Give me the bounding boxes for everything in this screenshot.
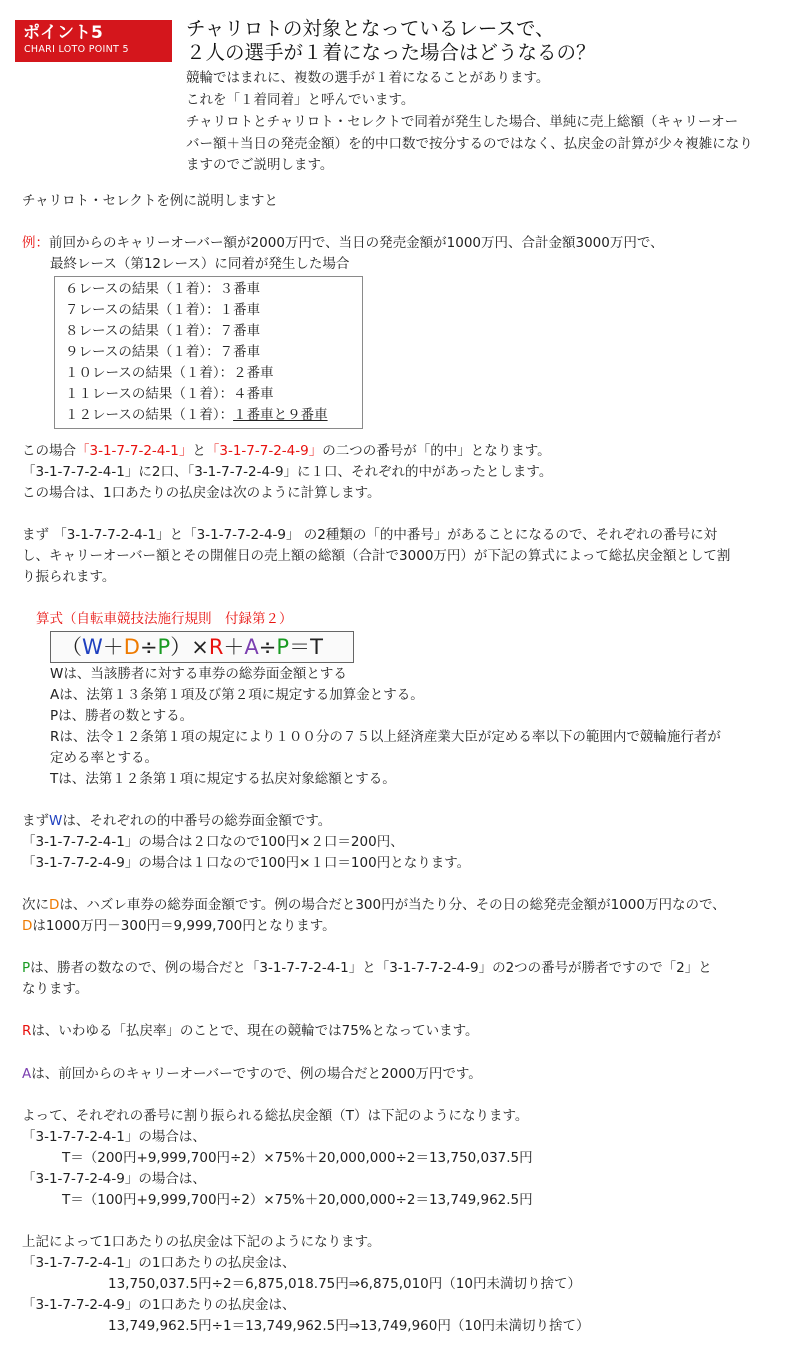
example-label: 例： [22,235,49,251]
formula-def: Wは、当該勝者に対する車券の総券面金額とする [50,666,347,682]
var-r: R [22,1023,32,1039]
race-result: ９レースの結果（１着）：７番車 [65,344,261,360]
race-result: ７レースの結果（１着）：１番車 [65,302,261,318]
w-line-2: 「3-1-7-7-2-4-1」の場合は２口なので100円×２口＝200円、 [22,834,404,850]
intro-line: ますのでご説明します。 [186,157,334,173]
per-line: 「3-1-7-7-2-4-9」の1口あたりの払戻金は、 [22,1297,296,1313]
w-text: は、それぞれの的中番号の総券面金額です。 [62,813,332,829]
winning-number-2: 「3-1-7-7-2-4-9」 [205,443,323,459]
var-w: W [49,813,63,829]
p-text: は、勝者の数なので、例の場合だと「3-1-7-7-2-4-1」と「3-1-7-7-2-4-9」の2つの番号が勝者ですので「2」と [30,960,712,976]
p-line-1 [22,958,712,979]
op-div: ÷ [139,635,158,659]
w-pre: まず [22,813,49,829]
case-text: と [192,443,206,459]
first-line: し、キャリーオーバー額とその開催日の売上額の総額（合計で3000万円）が下記の算式によって総払戻金額として割 [22,548,731,564]
heading-line-1: チャリロトの対象となっているレースで、 [186,17,555,40]
d-text: は、ハズレ車券の総券面金額です。例の場合だと300円が当たり分、その日の総発売金額が1000万円なので、 [59,897,726,913]
w-line-3: 「3-1-7-7-2-4-9」の場合は１口なので100円×１口＝100円となります。 [22,855,471,871]
formula-title: 算式（自転車競技法施行規則 付録第２） [36,611,293,627]
case-text: の二つの番号が「的中」となります。 [322,443,551,459]
final-value: １番車と９番車 [233,407,328,423]
per-line: 上記によって1口あたりの払戻金は下記のようになります。 [22,1234,381,1250]
d-text: は1000万円－300円＝9,999,700円となります。 [32,918,336,934]
formula-def: Tは、法第１２条第１項に規定する払戻対象総額とする。 [50,771,396,787]
d-pre: 次に [22,897,49,913]
op-eq: ＝ [289,635,311,659]
r-line [22,1021,479,1042]
var-a: A [244,635,259,659]
intro-line: これを「１着同着」と呼んでいます。 [186,92,415,108]
paren-close: ） [170,635,192,659]
var-t: T [310,635,323,659]
race-result: ６レースの結果（１着）：３番車 [65,281,261,297]
var-p: P [157,635,171,659]
formula-def: Aは、法第１３条第１項及び第２項に規定する加算金とする。 [50,687,424,703]
first-line: まず 「3-1-7-7-2-4-1」と「3-1-7-7-2-4-9」 の2種類の「的中番号」があることになるので、それぞれの番号に対 [22,527,718,543]
lead-text: チャリロト・セレクトを例に説明しますと [22,193,278,209]
intro-line: チャリロトとチャリロト・セレクトで同着が発生した場合、単純に売上総額（キャリーオー [186,114,739,130]
var-p: P [276,635,290,659]
example-line-1 [22,233,664,254]
case-text: この場合 [22,443,76,459]
race-result: １０レースの結果（１着）：２番車 [65,365,274,381]
var-p: P [22,960,31,976]
var-w: W [82,635,103,659]
formula-box [50,631,354,663]
per-line: 「3-1-7-7-2-4-1」の1口あたりの払戻金は、 [22,1255,296,1271]
badge-subtitle: CHARI LOTO POINT 5 [24,44,129,55]
a-line [22,1064,482,1085]
op-plus: ＋ [223,635,245,659]
intro-line: バー額＋当日の発売金額）を的中口数で按分するのではなく、払戻金の計算が少々複雑になり [186,136,753,152]
d-line-1 [22,895,726,916]
var-d: D [49,897,60,913]
w-line-1 [22,811,331,832]
var-r: R [208,635,224,659]
race-result-final [65,405,328,426]
total-line: よって、それぞれの番号に割り振られる総払戻金額（T）は下記のようになります。 [22,1108,529,1124]
r-text: は、いわゆる「払戻率」のことで、現在の競輪では75%となっています。 [31,1023,479,1039]
formula-def: Rは、法令１２条第１項の規定により１００分の７５以上経済産業大臣が定める率以下の範囲内で競輪施行者が [50,729,721,745]
race-result: １１レースの結果（１着）：４番車 [65,386,274,402]
case-line-2: 「3-1-7-7-2-4-1」に2口、「3-1-7-7-2-4-9」に１口、それぞれ的中があったとします。 [22,464,553,480]
formula [61,633,323,661]
total-line: 「3-1-7-7-2-4-1」の場合は、 [22,1129,206,1145]
a-text: は、前回からのキャリーオーバーですので、例の場合だと2000万円です。 [31,1066,482,1082]
badge-title: ポイント5 [23,23,103,43]
total-line: 「3-1-7-7-2-4-9」の場合は、 [22,1171,206,1187]
formula-def: Pは、勝者の数とする。 [50,708,194,724]
paren-open: （ [61,635,82,659]
var-d: D [22,918,33,934]
race-result: ８レースの結果（１着）：７番車 [65,323,261,339]
op-div: ÷ [258,635,277,659]
first-line: り振られます。 [22,569,116,585]
total-calc: T＝（200円+9,999,700円÷2）×75%＋20,000,000÷2＝13,750,037.5円 [62,1150,533,1166]
case-line-1 [22,441,551,462]
case-line-3: この場合は、1口あたりの払戻金は次のように計算します。 [22,485,381,501]
heading-line-2: ２人の選手が１着になった場合はどうなるの？ [186,41,596,64]
per-calc: 13,750,037.5円÷2＝6,875,018.75円⇒6,875,010円（10円未満切り捨て） [108,1276,581,1292]
d-line-2 [22,916,336,937]
op-times: × [191,635,209,659]
total-calc: T＝（100円+9,999,700円÷2）×75%＋20,000,000÷2＝13,749,962.5円 [62,1192,533,1208]
final-prefix: １２レースの結果（１着）： [65,407,234,423]
winning-number-1: 「3-1-7-7-2-4-1」 [76,443,193,459]
point-badge [15,20,172,62]
race-results-box [54,276,363,429]
var-d: D [123,635,140,659]
example-text: 前回からのキャリーオーバー額が2000万円で、当日の発売金額が1000万円、合計金額3000万円で、 [49,235,664,251]
var-a: A [22,1066,32,1082]
p-line-2: なります。 [22,981,89,997]
example-line-2: 最終レース（第12レース）に同着が発生した場合 [50,256,350,272]
formula-def: 定める率とする。 [50,750,158,766]
intro-line: 競輪ではまれに、複数の選手が１着になることがあります。 [186,70,550,86]
op-plus: ＋ [102,635,124,659]
per-calc: 13,749,962.5円÷1＝13,749,962.5円⇒13,749,960円（10円未満切り捨て） [108,1318,590,1334]
